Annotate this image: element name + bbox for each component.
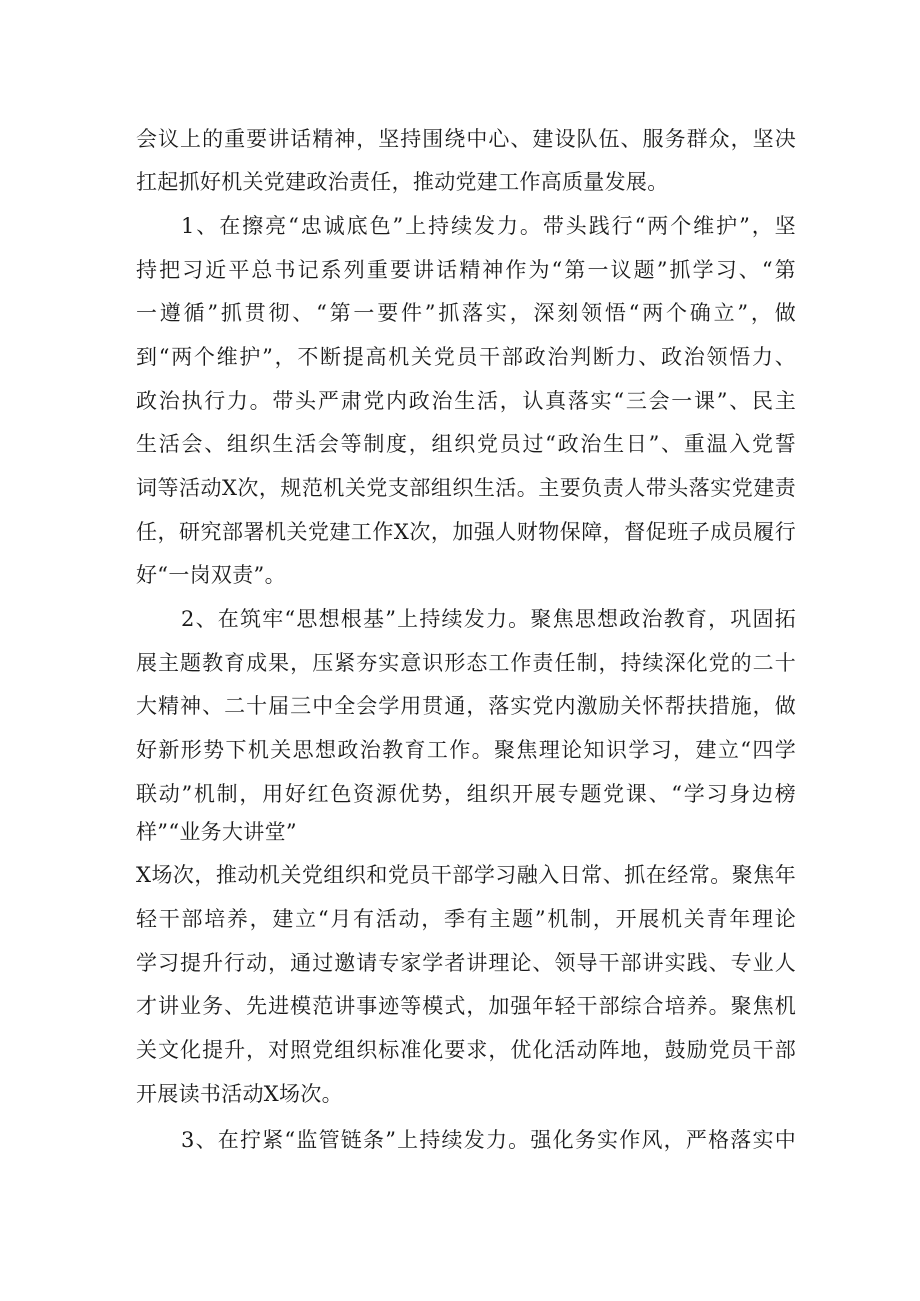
body-line: 任，研究部署机关党建工作X次，加强人财物保障，督促班子成员履行 xyxy=(136,520,796,544)
paragraph-1-heading-line: 1、在擦亮“忠诚底色”上持续发力。带头践行“两个维护”，坚 xyxy=(181,214,796,238)
body-line: 持把习近平总书记系列重要讲话精神作为“第一议题”抓学习、“第 xyxy=(136,258,796,282)
body-line: 好新形势下机关思想政治教育工作。聚焦理论知识学习，建立“四学 xyxy=(136,738,796,762)
body-line: 大精神、二十届三中全会学用贯通，落实党内激励关怀帮扶措施，做 xyxy=(136,694,796,718)
body-line: 开展读书活动X场次。 xyxy=(136,1082,343,1106)
body-line: 到“两个维护”，不断提高机关党员干部政治判断力、政治领悟力、 xyxy=(136,345,796,369)
body-line: X场次，推动机关党组织和党员干部学习融入日常、抓在经常。聚焦年 xyxy=(136,863,796,887)
body-line: 才讲业务、先进模范讲事迹等模式，加强年轻干部综合培养。聚焦机 xyxy=(136,994,796,1018)
body-line: 展主题教育成果，压紧夯实意识形态工作责任制，持续深化党的二十 xyxy=(136,651,796,675)
body-line: 一遵循”抓贯彻、“第一要件”抓落实，深刻领悟“两个确立”，做 xyxy=(136,301,796,325)
body-line: 关文化提升，对照党组织标准化要求，优化活动阵地，鼓励党员干部 xyxy=(136,1038,796,1062)
paragraph-3-heading-line: 3、在拧紧“监管链条”上持续发力。强化务实作风，严格落实中 xyxy=(181,1128,796,1152)
body-line: 轻干部培养，建立“月有活动，季有主题”机制，开展机关青年理论 xyxy=(136,907,796,931)
body-line: 会议上的重要讲话精神，坚持围绕中心、建设队伍、服务群众，坚决 xyxy=(136,127,796,151)
body-line: 好“一岗双责”。 xyxy=(136,563,286,587)
body-line: 政治执行力。带头严肃党内政治生活，认真落实“三会一课”、民主 xyxy=(136,389,796,413)
body-line: 学习提升行动，通过邀请专家学者讲理论、领导干部讲实践、专业人 xyxy=(136,951,796,975)
body-line: 词等活动X次，规范机关党支部组织生活。主要负责人带头落实党建责 xyxy=(136,476,796,500)
paragraph-2-heading-line: 2、在筑牢“思想根基”上持续发力。聚焦思想政治教育，巩固拓 xyxy=(181,607,796,631)
body-line: 生活会、组织生活会等制度，组织党员过“政治生日”、重温入党誓 xyxy=(136,432,796,456)
body-line: 联动”机制，用好红色资源优势，组织开展专题党课、“学习身边榜 xyxy=(136,782,796,806)
body-line: 样”“业务大讲堂” xyxy=(136,820,297,844)
body-line: 扛起抓好机关党建政治责任，推动党建工作高质量发展。 xyxy=(136,170,669,194)
